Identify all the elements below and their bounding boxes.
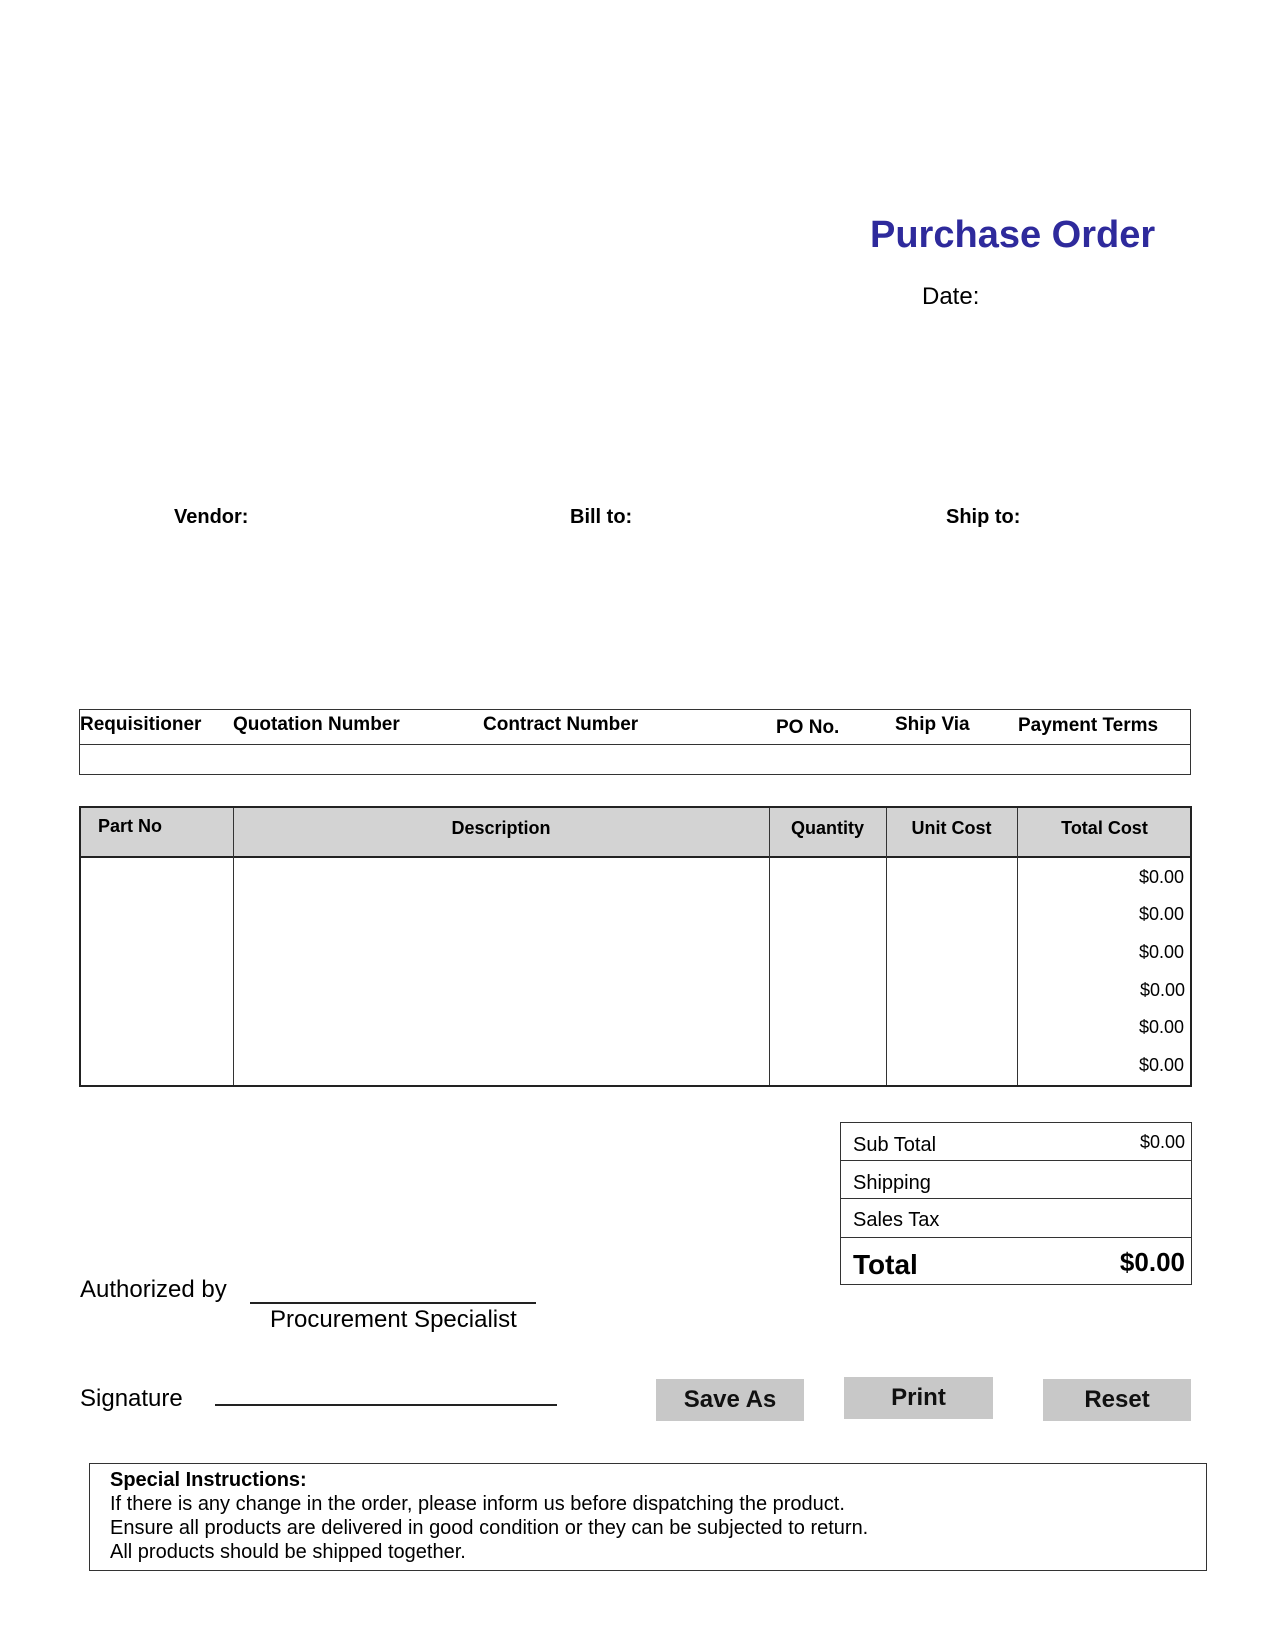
items-table <box>79 806 1192 1087</box>
requisitioner-header: Requisitioner <box>80 714 202 735</box>
subtotal-value: $0.00 <box>1139 1132 1185 1152</box>
role-label: Procurement Specialist <box>270 1306 517 1333</box>
page-title: Purchase Order <box>870 214 1156 256</box>
payment-terms-header: Payment Terms <box>1018 715 1159 736</box>
line-total: $0.00 <box>1139 980 1185 1000</box>
unit-cost-header: Unit Cost <box>911 818 992 838</box>
column-divider <box>886 808 887 1085</box>
order-info-entry-row[interactable] <box>80 745 1190 774</box>
shipping-label: Shipping <box>853 1172 931 1194</box>
date-label: Date: <box>922 283 980 310</box>
instruction-line: Ensure all products are delivered in good condition or they can be subjected to return. <box>110 1517 869 1539</box>
order-info-table <box>79 709 1191 775</box>
subtotal-label: Sub Total <box>853 1134 937 1156</box>
print-button[interactable]: Print <box>844 1377 993 1419</box>
authorized-by-label: Authorized by <box>80 1276 227 1303</box>
shipping-field[interactable] <box>1027 1163 1187 1197</box>
bill-to-label: Bill to: <box>570 506 633 528</box>
instruction-line: All products should be shipped together. <box>110 1541 466 1563</box>
totals-divider <box>841 1198 1191 1199</box>
special-instructions-heading: Special Instructions: <box>110 1469 307 1491</box>
sales-tax-field[interactable] <box>1027 1201 1187 1235</box>
totals-divider <box>841 1160 1191 1161</box>
authorized-by-line[interactable] <box>250 1302 536 1304</box>
signature-line[interactable] <box>215 1404 557 1406</box>
po-number-header: PO No. <box>776 717 840 738</box>
total-label: Total <box>853 1249 918 1280</box>
total-value: $0.00 <box>1119 1247 1185 1277</box>
special-instructions-box <box>89 1463 1207 1571</box>
total-cost-header: Total Cost <box>1061 818 1148 838</box>
totals-box <box>840 1122 1192 1285</box>
column-divider <box>233 808 234 1085</box>
column-divider <box>1017 808 1018 1085</box>
quotation-number-header: Quotation Number <box>233 714 400 735</box>
vendor-label: Vendor: <box>174 506 249 528</box>
instruction-line: If there is any change in the order, please inform us before dispatching the product. <box>110 1493 845 1515</box>
line-total: $0.00 <box>1138 1017 1184 1037</box>
totals-divider <box>841 1237 1191 1238</box>
column-divider <box>769 808 770 1085</box>
line-total: $0.00 <box>1138 904 1184 924</box>
save-as-button[interactable]: Save As <box>656 1379 804 1421</box>
description-header: Description <box>451 818 551 838</box>
line-total: $0.00 <box>1138 1055 1184 1075</box>
ship-to-label: Ship to: <box>946 506 1021 528</box>
sales-tax-label: Sales Tax <box>853 1209 940 1231</box>
line-total: $0.00 <box>1138 867 1184 887</box>
quantity-header: Quantity <box>790 818 864 838</box>
contract-number-header: Contract Number <box>483 714 639 735</box>
reset-button[interactable]: Reset <box>1043 1379 1191 1421</box>
part-no-header: Part No <box>98 816 163 836</box>
line-total: $0.00 <box>1138 942 1184 962</box>
signature-label: Signature <box>80 1385 183 1412</box>
ship-via-header: Ship Via <box>895 714 970 735</box>
